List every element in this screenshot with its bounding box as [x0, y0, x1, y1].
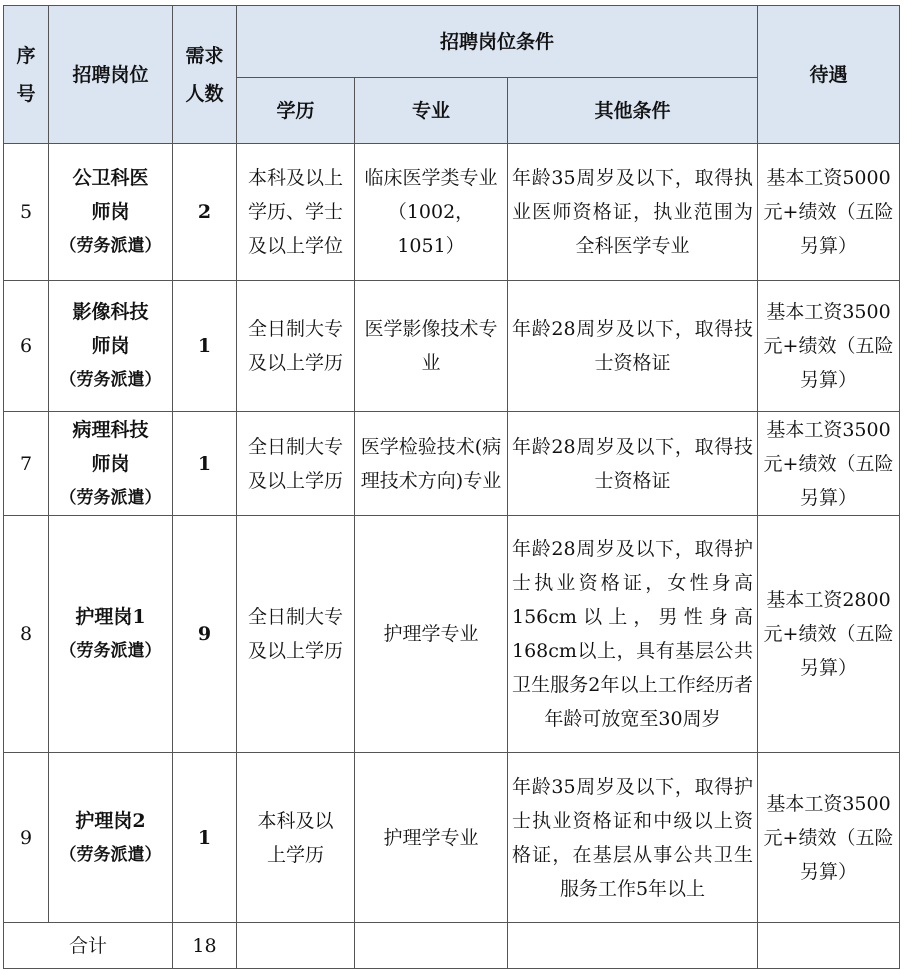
header-major: 专业: [355, 78, 508, 144]
row-index: 6: [4, 281, 49, 412]
row-index: 9: [4, 753, 49, 923]
position-name: 病理科技师岗: [72, 418, 149, 475]
row-education: 全日制大专及以上学历: [237, 281, 355, 412]
table-row: [4, 144, 900, 281]
row-position: [49, 144, 173, 281]
total-empty-major: [355, 923, 508, 969]
position-name: 影像科技师岗: [72, 301, 149, 357]
position-note: （劳务派遣）: [59, 487, 162, 508]
position-note: （劳务派遣）: [59, 236, 162, 256]
position-name: 护理岗1: [75, 606, 146, 628]
total-empty-other: [508, 923, 758, 969]
row-salary: 基本工资3500元+绩效（五险另算）: [758, 412, 900, 516]
row-major: 护理学专业: [355, 516, 508, 753]
row-other: 年龄28周岁及以下，取得技士资格证: [508, 412, 758, 516]
row-education: 本科及以上学历、学士及以上学位: [237, 144, 355, 281]
row-education: 本科及以上学历: [237, 753, 355, 923]
row-salary: 基本工资3500元+绩效（五险另算）: [758, 753, 900, 923]
row-salary: 基本工资2800元+绩效（五险另算）: [758, 516, 900, 753]
row-count: 9: [173, 516, 237, 753]
table-row: [4, 281, 900, 412]
position-note: （劳务派遣）: [59, 370, 162, 390]
recruitment-table: [3, 5, 900, 969]
table-row: [4, 412, 900, 516]
row-position: [49, 412, 173, 516]
row-index: 8: [4, 516, 49, 753]
header-education: 学历: [237, 78, 355, 144]
header-row-1: [4, 6, 900, 78]
row-position: [49, 753, 173, 923]
row-position: [49, 516, 173, 753]
table-row: [4, 753, 900, 923]
total-label: 合计: [4, 923, 173, 969]
total-empty-education: [237, 923, 355, 969]
header-salary: 待遇: [758, 6, 900, 144]
header-other: 其他条件: [508, 78, 758, 144]
row-major: 临床医学类专业（1002，1051）: [355, 144, 508, 281]
row-index: 7: [4, 412, 49, 516]
total-empty-salary: [758, 923, 900, 969]
total-row: [4, 923, 900, 969]
header-conditions: 招聘岗位条件: [237, 6, 758, 78]
row-major: 医学检验技术(病理技术方向)专业: [355, 412, 508, 516]
row-other: 年龄28周岁及以下，取得技士资格证: [508, 281, 758, 412]
position-name: 公卫科医师岗: [72, 167, 149, 223]
row-salary: 基本工资3500元+绩效（五险另算）: [758, 281, 900, 412]
row-salary: 基本工资5000元+绩效（五险另算）: [758, 144, 900, 281]
row-count: 2: [173, 144, 237, 281]
row-other: 年龄28周岁及以下，取得护士执业资格证，女性身高156cm以上，男性身高168cm以上，具有基层公共卫生服务2年以上工作经历者年龄可放宽至30周岁: [508, 516, 758, 753]
row-other: 年龄35周岁及以下，取得护士执业资格证和中级以上资格证，在基层从事公共卫生服务工作5年以上: [508, 753, 758, 923]
row-major: 医学影像技术专业: [355, 281, 508, 412]
position-name: 护理岗2: [75, 809, 146, 832]
row-count: 1: [173, 753, 237, 923]
row-major: 护理学专业: [355, 753, 508, 923]
table-row: [4, 516, 900, 753]
row-count: 1: [173, 281, 237, 412]
row-education: 全日制大专及以上学历: [237, 516, 355, 753]
position-note: （劳务派遣）: [59, 844, 162, 865]
row-education: 全日制大专及以上学历: [237, 412, 355, 516]
row-count: 1: [173, 412, 237, 516]
header-count: 需求人数: [173, 6, 237, 144]
row-index: 5: [4, 144, 49, 281]
row-other: 年龄35周岁及以下，取得执业医师资格证，执业范围为全科医学专业: [508, 144, 758, 281]
header-index: 序号: [4, 6, 49, 144]
row-position: [49, 281, 173, 412]
position-note: （劳务派遣）: [59, 641, 162, 661]
header-position: 招聘岗位: [49, 6, 173, 144]
total-count: 18: [173, 923, 237, 969]
